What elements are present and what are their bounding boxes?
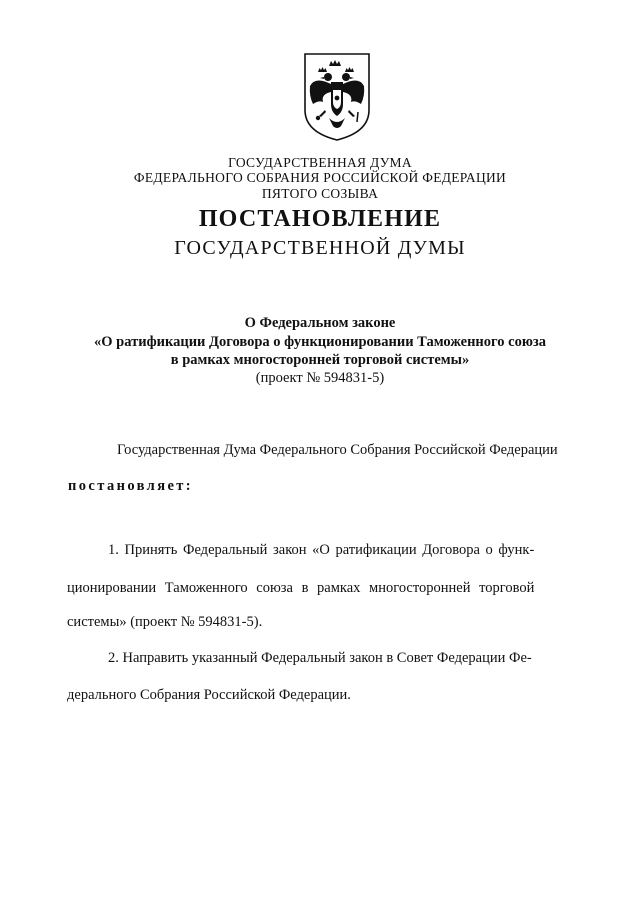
decrees-word: постановляет: xyxy=(68,478,194,494)
paragraph-2-line-2: дерального Собрания Российской Федерации. xyxy=(67,687,351,703)
document-title: ПОСТАНОВЛЕНИЕ xyxy=(198,206,442,232)
paragraph-1-line-1: 1. Принять Федеральный закон «О ратификации Договора о функ- xyxy=(108,542,535,558)
paragraph-1-line-2: ционировании Таможенного союза в рамках многосторонней торговой xyxy=(67,580,535,596)
paragraph-1-line-3: системы» (проект № 594831-5). xyxy=(67,614,263,630)
document-subtitle: ГОСУДАРСТВЕННОЙ ДУМЫ xyxy=(174,237,466,259)
header-line-1: ГОСУДАРСТВЕННАЯ ДУМА xyxy=(228,155,412,170)
header-line-3: ПЯТОГО СОЗЫВА xyxy=(261,186,379,201)
coat-of-arms-icon xyxy=(301,52,373,142)
law-heading-line-3: в рамках многосторонней торговой системы» xyxy=(170,352,470,368)
intro-paragraph: Государственная Дума Федерального Собрания Российской Федерации xyxy=(117,442,558,458)
paragraph-2-line-1: 2. Направить указанный Федеральный закон в Совет Федерации Фе- xyxy=(108,650,532,666)
header-line-2: ФЕДЕРАЛЬНОГО СОБРАНИЯ РОССИЙСКОЙ ФЕДЕРАЦИИ xyxy=(133,170,507,185)
law-heading-line-2: «О ратификации Договора о функционировании Таможенного союза xyxy=(94,334,546,350)
law-heading-line-1: О Федеральном законе xyxy=(244,315,396,331)
law-project-number: (проект № 594831-5) xyxy=(255,370,385,386)
